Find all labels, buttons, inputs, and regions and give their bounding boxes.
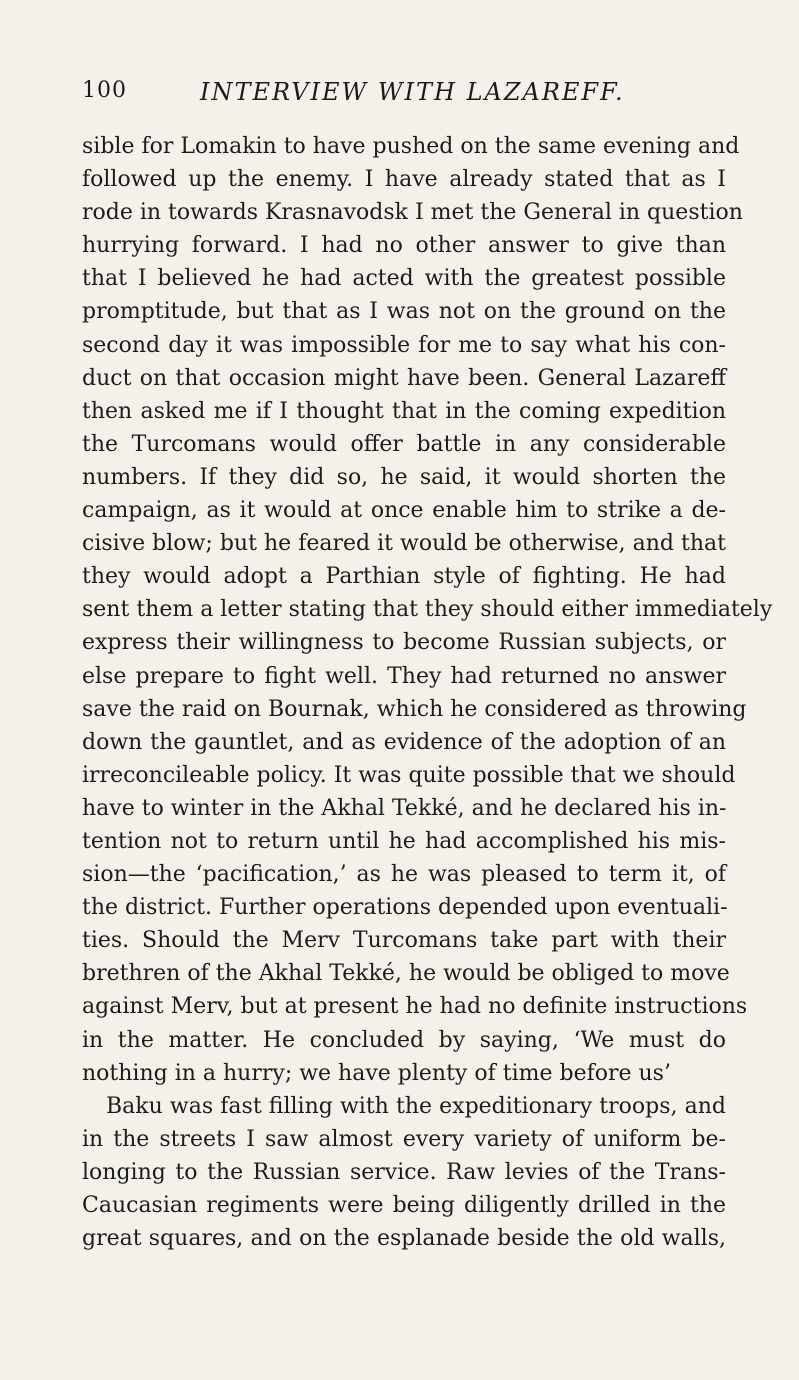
text-line: rode in towards Krasnavodsk I met the General in question [82, 200, 743, 226]
text-line: Baku was fast filling with the expeditionary troops, and [106, 1093, 726, 1119]
text-line: that I believed he had acted with the greatest possible [82, 266, 726, 292]
text-line: sible for Lomakin to have pushed on the same evening and [82, 134, 740, 159]
text-line: save the raid on Bournak, which he considered as throwing [82, 696, 747, 722]
text-line: promptitude, but that as I was not on the ground on the [82, 299, 726, 325]
text-line: cisive blow; but he feared it would be otherwise, and that [82, 531, 726, 557]
text-line: nothing in a hurry; we have plenty of time before us’ [82, 1060, 671, 1086]
text-line: great squares, and on the esplanade beside the old walls, [82, 1226, 726, 1252]
body-text [82, 130, 773, 1255]
text-line: numbers. If they did so, he said, it would shorten the [82, 464, 726, 490]
text-line: irreconcileable policy. It was quite possible that we should [82, 762, 736, 788]
running-title: INTERVIEW WITH LAZAREFF. [200, 78, 625, 106]
text-line: in the streets I saw almost every variety of uniform be- [82, 1126, 726, 1152]
text-line: against Merv, but at present he had no definite instructions [82, 994, 748, 1020]
page-number: 100 [82, 78, 127, 103]
text-line: hurrying forward. I had no other answer to give than [82, 233, 726, 259]
text-line: duct on that occasion might have been. General Lazareff [82, 365, 726, 391]
text-line: else prepare to fight well. They had returned no answer [82, 663, 726, 689]
text-line: the district. Further operations depended upon eventuali- [82, 895, 728, 921]
text-line: they would adopt a Parthian style of fighting. He had [82, 564, 726, 590]
text-line: followed up the enemy. I have already stated that as I [82, 167, 726, 193]
text-line: ties. Should the Merv Turcomans take part with their [82, 928, 726, 954]
text-line: sion—the ‘pacification,’ as he was pleased to term it, of [82, 862, 726, 888]
text-line: sent them a letter stating that they should either immediately [82, 597, 773, 623]
text-line: longing to the Russian service. Raw levies of the Trans- [82, 1159, 726, 1185]
text-line: express their willingness to become Russian subjects, or [82, 630, 726, 656]
text-line: Caucasian regiments were being diligently drilled in the [82, 1193, 726, 1218]
text-line: down the gauntlet, and as evidence of the adoption of an [82, 729, 726, 755]
text-line: tention not to return until he had accomplished his mis- [82, 828, 726, 854]
text-line: then asked me if I thought that in the coming expedition [82, 398, 726, 424]
text-line: in the matter. He concluded by saying, ‘We must do [82, 1027, 726, 1053]
text-line: campaign, as it would at once enable him to strike a de- [82, 498, 726, 524]
text-line: the Turcomans would offer battle in any considerable [82, 431, 726, 457]
text-line: brethren of the Akhal Tekké, he would be obliged to move [82, 961, 730, 987]
text-line: have to winter in the Akhal Tekké, and he declared his in- [82, 795, 727, 821]
page-header [82, 78, 722, 112]
text-line: second day it was impossible for me to say what his con- [82, 332, 726, 358]
